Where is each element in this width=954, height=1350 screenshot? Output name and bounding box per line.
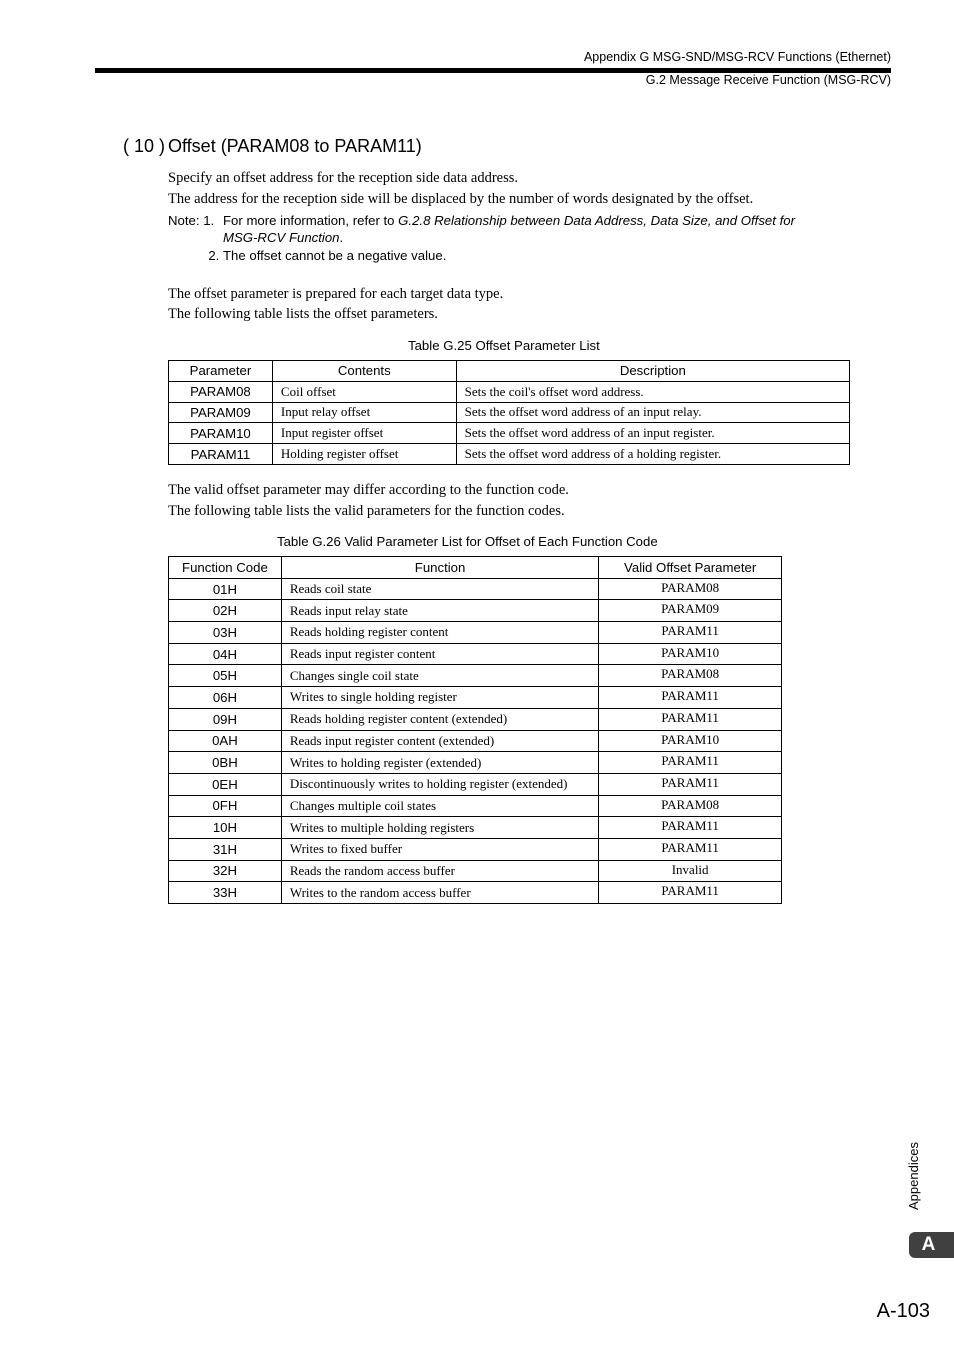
function-cell: Writes to fixed buffer: [281, 838, 598, 860]
contents-cell: Holding register offset: [272, 444, 456, 465]
parameter-cell: PARAM09: [169, 402, 273, 423]
offset-parameter-table: [168, 360, 850, 465]
table-row: [169, 687, 782, 709]
column-header: Contents: [272, 361, 456, 382]
function-cell: Discontinuously writes to holding register (extended): [281, 773, 598, 795]
valid-parameter-cell: PARAM11: [599, 622, 782, 644]
note-label: Note:: [168, 213, 200, 228]
column-header: Function: [281, 557, 598, 579]
valid-parameter-cell: Invalid: [599, 860, 782, 882]
valid-parameter-cell: PARAM11: [599, 882, 782, 904]
note-1-reference-link[interactable]: G.2.8 Relationship between Data Address, Data Size, and Offset for MSG-RCV Function: [223, 213, 795, 245]
table-row: [169, 838, 782, 860]
page-number: A-103: [876, 1300, 930, 1322]
parameter-cell: PARAM08: [169, 381, 273, 402]
table-row: [169, 665, 782, 687]
function-cell: Changes single coil state: [281, 665, 598, 687]
description-cell: Sets the offset word address of a holding register.: [456, 444, 849, 465]
table-row: [169, 643, 782, 665]
table-row: [169, 795, 782, 817]
function-code-cell: 05H: [169, 665, 282, 687]
note-1-number: 1.: [203, 213, 215, 228]
function-code-cell: 09H: [169, 708, 282, 730]
function-cell: Reads input register content (extended): [281, 730, 598, 752]
intro-paragraph-1: Specify an offset address for the reception side data address.: [168, 170, 519, 186]
function-cell: Reads holding register content: [281, 622, 598, 644]
section-title: Offset (PARAM08 to PARAM11): [168, 136, 422, 156]
function-code-cell: 0FH: [169, 795, 282, 817]
valid-parameter-cell: PARAM09: [599, 600, 782, 622]
parameter-cell: PARAM10: [169, 423, 273, 444]
parameter-cell: PARAM11: [169, 444, 273, 465]
section-heading: [123, 136, 422, 157]
table-row: [169, 882, 782, 904]
column-header: Description: [456, 361, 849, 382]
function-code-cell: 04H: [169, 643, 282, 665]
valid-parameter-cell: PARAM11: [599, 752, 782, 774]
note-1: [168, 212, 823, 246]
table-row: [169, 622, 782, 644]
valid-parameter-cell: PARAM11: [599, 708, 782, 730]
function-cell: Writes to holding register (extended): [281, 752, 598, 774]
table-row: [169, 444, 850, 465]
valid-parameter-cell: PARAM11: [599, 687, 782, 709]
function-code-cell: 06H: [169, 687, 282, 709]
table-row: [169, 578, 782, 600]
function-code-cell: 01H: [169, 578, 282, 600]
function-code-table: [168, 556, 782, 904]
notes-block: [168, 212, 823, 264]
offset-paragraph-2: The following table lists the offset parameters.: [168, 306, 438, 322]
valid-parameter-cell: PARAM10: [599, 643, 782, 665]
column-header: Valid Offset Parameter: [599, 557, 782, 579]
appendix-tab[interactable]: A: [909, 1232, 954, 1258]
note-2-text: The offset cannot be a negative value.: [223, 248, 447, 263]
column-header: Function Code: [169, 557, 282, 579]
table-row: [169, 730, 782, 752]
valid-parameter-cell: PARAM08: [599, 665, 782, 687]
function-cell: Reads the random access buffer: [281, 860, 598, 882]
note-2: [168, 247, 823, 264]
running-header-chapter: Appendix G MSG-SND/MSG-RCV Functions (Ethernet): [583, 50, 891, 64]
running-header-section: G.2 Message Receive Function (MSG-RCV): [645, 73, 891, 87]
table-1-caption: Table G.25 Offset Parameter List: [408, 338, 600, 353]
function-code-cell: 03H: [169, 622, 282, 644]
function-code-cell: 02H: [169, 600, 282, 622]
function-cell: Reads coil state: [281, 578, 598, 600]
note-1-suffix: .: [339, 230, 344, 245]
valid-parameter-cell: PARAM11: [599, 773, 782, 795]
valid-paragraph-2: The following table lists the valid parameters for the function codes.: [168, 503, 565, 519]
table-row: [169, 708, 782, 730]
contents-cell: Coil offset: [272, 381, 456, 402]
function-cell: Reads input register content: [281, 643, 598, 665]
table-row: [169, 381, 850, 402]
function-code-cell: 32H: [169, 860, 282, 882]
valid-parameter-cell: PARAM11: [599, 817, 782, 839]
function-cell: Writes to multiple holding registers: [281, 817, 598, 839]
function-code-cell: 33H: [169, 882, 282, 904]
valid-parameter-cell: PARAM10: [599, 730, 782, 752]
column-header: Parameter: [169, 361, 273, 382]
note-2-number: 2.: [208, 248, 220, 263]
table-row: [169, 773, 782, 795]
table-header-row: [169, 557, 782, 579]
offset-paragraph-1: The offset parameter is prepared for each target data type.: [168, 286, 504, 302]
table-header-row: [169, 361, 850, 382]
table-row: [169, 817, 782, 839]
section-number: ( 10 ): [123, 136, 166, 156]
function-cell: Writes to the random access buffer: [281, 882, 598, 904]
note-1-prefix: For more information, refer to: [223, 213, 399, 228]
function-cell: Reads holding register content (extended): [281, 708, 598, 730]
table-row: [169, 860, 782, 882]
valid-paragraph-1: The valid offset parameter may differ according to the function code.: [168, 482, 569, 498]
table-2-caption: Table G.26 Valid Parameter List for Offset of Each Function Code: [277, 534, 658, 549]
function-cell: Changes multiple coil states: [281, 795, 598, 817]
table-row: [169, 600, 782, 622]
function-code-cell: 0EH: [169, 773, 282, 795]
function-code-cell: 0BH: [169, 752, 282, 774]
intro-paragraph-2: The address for the reception side will be displaced by the number of words designated by the offset.: [168, 191, 754, 207]
function-cell: Reads input relay state: [281, 600, 598, 622]
appendices-side-label: Appendices: [906, 1142, 921, 1210]
function-code-cell: 10H: [169, 817, 282, 839]
table-row: [169, 752, 782, 774]
function-cell: Writes to single holding register: [281, 687, 598, 709]
table-row: [169, 402, 850, 423]
valid-parameter-cell: PARAM11: [599, 838, 782, 860]
function-code-cell: 31H: [169, 838, 282, 860]
description-cell: Sets the offset word address of an input register.: [456, 423, 849, 444]
description-cell: Sets the coil's offset word address.: [456, 381, 849, 402]
valid-parameter-cell: PARAM08: [599, 795, 782, 817]
contents-cell: Input register offset: [272, 423, 456, 444]
function-code-cell: 0AH: [169, 730, 282, 752]
contents-cell: Input relay offset: [272, 402, 456, 423]
description-cell: Sets the offset word address of an input relay.: [456, 402, 849, 423]
valid-parameter-cell: PARAM08: [599, 578, 782, 600]
table-row: [169, 423, 850, 444]
